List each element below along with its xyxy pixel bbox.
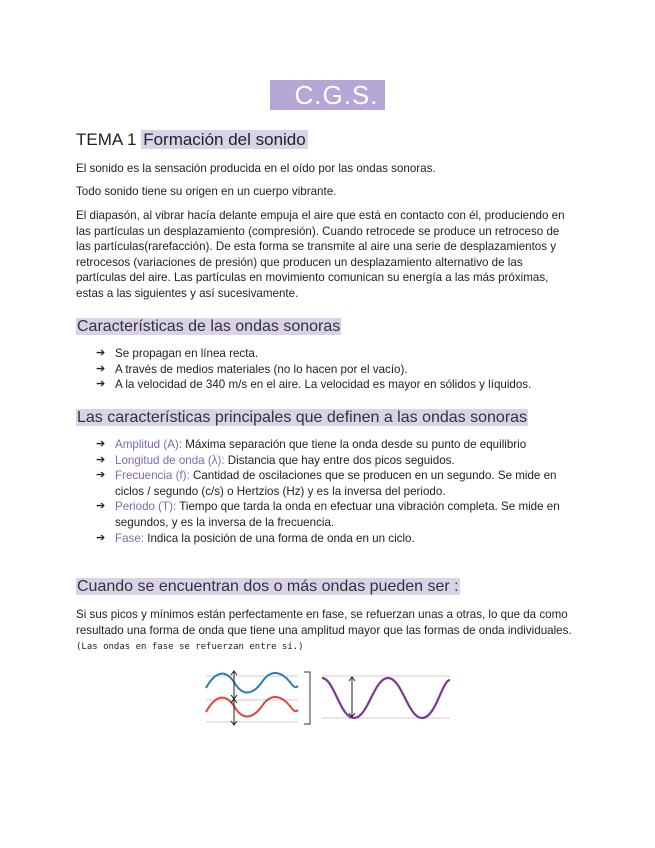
arrow-icon: ➔ [96,453,106,466]
document-title: C.G.S. [270,80,384,110]
list-item-text: Indica la posición de una forma de onda en un ciclo. [144,531,415,545]
heading-highlight: Formación del sonido [143,130,306,149]
section3-note: (Las ondas en fase se refuerzan entre sí.) [76,642,304,653]
section2-heading-text: Las características principales que definen a las ondas sonoras [77,409,528,426]
arrow-icon: ➔ [96,378,106,391]
title-wrap [0,80,655,110]
input-waves [206,671,298,725]
list-item [96,453,576,469]
list-item-text: A la velocidad de 340 m/s en el aire. La velocidad es mayor en sólidos y líquidos. [115,378,532,392]
result-wave [322,676,450,718]
purple-wave [322,678,450,718]
list-item [96,362,576,378]
list-item [96,468,576,499]
term-amplitud: Amplitud (A): [115,438,183,451]
term-frecuencia: Frecuencia (f): [115,469,190,483]
section1-heading-text: Características de las ondas sonoras [77,318,341,335]
section1-heading [76,318,341,336]
section3-paragraph [76,607,576,656]
heading-tema-1 [76,130,308,150]
intro-paragraph-2: Todo sonido tiene su origen en un cuerpo vibrante. [76,185,337,198]
intro-paragraph-1: El sonido es la sensación producida en el oído por las ondas sonoras. [76,162,436,175]
arrow-icon: ➔ [96,438,106,450]
list-item-text: Tiempo que tarda la onda en efectuar una vibración completa. Se mide en segundos, y es la inversa de la frecuencia. [115,500,560,529]
heading-prefix: TEMA 1 [76,130,142,149]
waves-in-phase-figure [204,666,456,730]
list-item-text: A través de medios materiales (no lo hacen por el vacío). [115,362,408,376]
section2-heading [76,409,528,427]
list-item-text: Máxima separación que tiene la onda desde su punto de equilibrio [182,438,527,451]
section3-paragraph-text: Si sus picos y mínimos están perfectamente en fase, se refuerzan unas a otras, lo que da como resultado una forma de onda que tiene una amplitud mayor que las formas de onda individuales. [76,608,572,637]
term-periodo: Periodo (T): [115,500,177,514]
list-item [96,377,576,393]
list-item [96,437,576,453]
section3-heading [76,578,460,596]
list-item [96,531,576,547]
arrow-icon: ➔ [96,362,106,375]
list-item [96,346,576,362]
term-longitud: Longitud de onda (λ): [115,453,225,467]
section2-list [96,437,576,546]
list-item-text: Cantidad de oscilaciones que se producen en un segundo. Se mide en ciclos / segundo (c/s) o Hertzios (Hz) y es la inversa del periodo. [115,469,557,498]
arrow-icon: ➔ [96,531,106,544]
list-item-text: Distancia que hay entre dos picos seguidos. [224,453,455,467]
list-item-text: Se propagan en línea recta. [115,347,259,360]
term-fase: Fase: [115,531,144,545]
intro-paragraph-3: El diapasón, al vibrar hacía delante empuja el aire que está en contacto con él, produciendo en las partículas un desplazamiento (compresión). Cuando retrocede se produce un retroceso de las partículas(rarefacción). De esta forma se transmite al aire una serie de desplazamientos y retrocesos (variaciones de presión) que producen un desplazamiento alternativo de las partículas del aire. Las partículas en movimiento comunican su energía a las más próximas, estas a las siguientes y así sucesivamente. [76,209,565,300]
arrow-icon: ➔ [96,500,106,513]
arrow-icon: ➔ [96,469,106,482]
bracket-icon [304,672,310,724]
list-item [96,499,576,530]
arrow-icon: ➔ [96,347,106,359]
section1-list [96,346,576,393]
section3-heading-text: Cuando se encuentran dos o más ondas pueden ser : [77,578,459,595]
